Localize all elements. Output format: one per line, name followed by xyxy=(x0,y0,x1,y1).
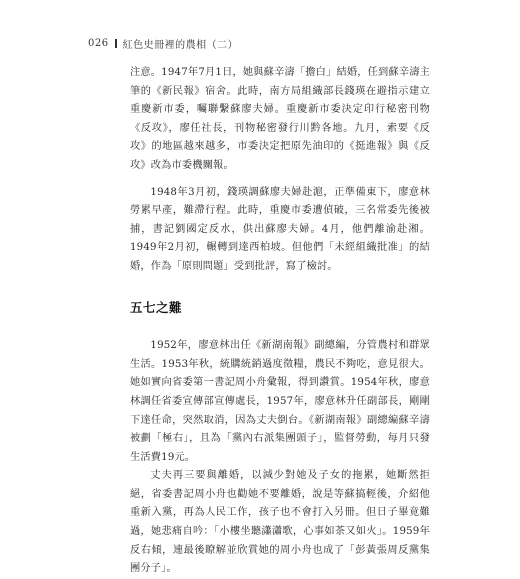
paragraph: 丈夫再三要與離婚，以減少對她及子女的拖累，她斷然拒絕，省委書記周小舟也勸她不要離婚，說是等蘇搞輕後，介紹他重新入黨，再為人民工作，孩子也不會打入另冊。但日子畢竟難過，她悲痛自吟：「小樓坐聽瀟瀟歌，心事如茶又如火」。1959年反右傾，連最後瞭解並欣賞她的周小舟也成了「彭黃張周反黨集團分子」。 xyxy=(130,470,430,575)
book-title: 紅色史冊裡的農相（二） xyxy=(122,40,239,51)
section-title: 五七之難 xyxy=(130,299,183,315)
body-text xyxy=(130,64,430,579)
paragraph: 1948年3月初，錢瑛調蘇廖夫婦赴滬，正準備東下，廖意林勞累早產，難滯行程。此時，重慶市委遭偵破，三名常委先後被捕，書記劉國定反水，供出蘇廖夫婦。4月，他們離渝赴湘。1949年2月初，輾轉到達西柏坡。但他們「未經組織批准」的結婚，作為「原則問題」受到批評，寫了檢討。 xyxy=(130,186,430,272)
running-header xyxy=(88,36,238,51)
paragraph: 1952年，廖意林出任《新湖南報》副總編，分管農村和群眾生活。1953年秋，統購統銷過度徵糧，農民不夠吃，意見很大。她如實向省委第一書記周小舟彙報，得到讚賞。1954年秋，廖意林調任省委宣傳部宣傳處長，1957年，廖意林升任副部長，剛剛下達任命，突然取消，因為丈夫倒台。《新湖南報》副總編蘇辛濤被劃「極右」，且為「黨內右派集團頭子」，監督勞動，每月只發生活費19元。 xyxy=(130,340,430,463)
paragraph: 注意。1947年7月1日，她與蘇辛濤「擔白」結婚，任到蘇辛濤主筆的《新民報》宿舍。此時，南方局組織部長錢瑛在避指示建立重慶新市委，囑聯繫蘇廖夫婦。重慶新市委決定印行秘密刊物《反攻》，廖任社長，刊物秘密發行川黔各地。九月，索要《反攻》的地區越來越多，市委決定把原先油印的《挺進報》與《反攻》改為市委機關報。 xyxy=(130,67,430,171)
header-divider xyxy=(115,39,117,48)
page-number: 026 xyxy=(88,38,109,49)
